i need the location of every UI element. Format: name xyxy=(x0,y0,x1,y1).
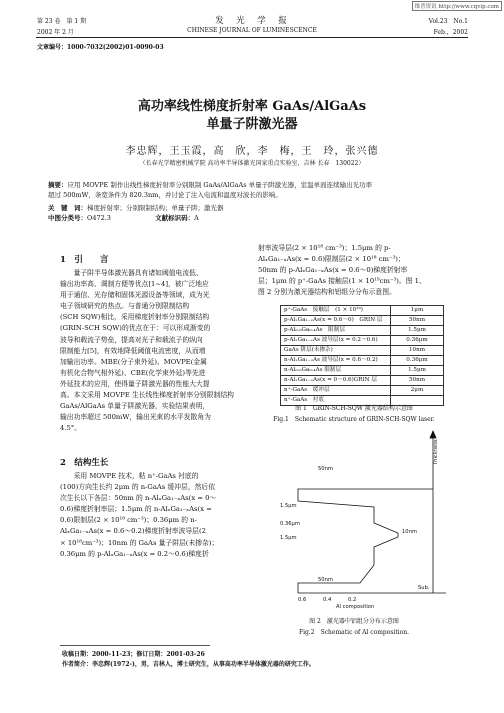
layer-thickness: 50nm xyxy=(391,316,444,326)
body-line: 50nm 的 p-AlₓGa₁₋ₓAs(x = 0.6～0)梯度折射率 xyxy=(258,266,408,275)
layer-row xyxy=(281,336,444,346)
body-line: 加输出功率。MBE(分子束外延)、MOVPE(金属 xyxy=(60,357,207,366)
body-line: 用于通信、光存储和固体光源设备等领域，成为光 xyxy=(60,291,210,300)
layer-thickness: 10nm xyxy=(391,346,444,356)
figure-2-al-composition xyxy=(278,425,458,610)
section-1-title: 1 引 言 xyxy=(60,255,109,265)
layer-row xyxy=(281,376,444,386)
layer-thickness: 1.5μm xyxy=(391,326,444,336)
body-line: 限制能力[5]，有效地降低阈值电流密度，从而增 xyxy=(60,346,206,355)
paper-title-line1: 高功率线性梯度折射率 GaAs/AlGaAs xyxy=(137,99,367,114)
body-line: 输出功率超过 500mW，输出光束的水平发散角为 xyxy=(60,413,211,422)
layer-label: n⁺-GaAs 衬底 xyxy=(281,396,391,406)
header-vol-en: Vol.23 No.1 xyxy=(428,18,468,25)
body-line: 图 2 分别为激光器结构和铝组分分布示意图。 xyxy=(258,288,396,297)
clc-number: O472.3 xyxy=(87,214,111,222)
fig2-xlabel: Al composition xyxy=(336,604,375,610)
figure-2-caption-en: Fig.2 Schematic of Al composition. xyxy=(298,629,410,636)
doc-code-label: 文献标识码： xyxy=(155,214,195,222)
layer-thickness: 1.5μm xyxy=(391,366,444,376)
layer-thickness: 2μm xyxy=(391,386,444,396)
layer-thickness: 1μm xyxy=(391,306,444,316)
layer-row xyxy=(281,356,444,366)
footnote-received: 收稿日期：2000-11-23；修订日期：2001-03-26 xyxy=(62,651,205,658)
header-rule xyxy=(36,37,468,38)
layer-row xyxy=(281,386,444,396)
figure-1-structure xyxy=(280,305,444,406)
fig2-well-label: 10nm xyxy=(402,529,417,535)
footnote-author: 作者简介：李忠辉(1972-)，男，吉林人，博士研究生，从事高功率半导体激光器的研究工作。 xyxy=(62,661,315,668)
layer-label: n-Al₀.₆Ga₀.₄As 限制层 xyxy=(281,366,391,376)
right-column-text xyxy=(258,243,450,298)
figure-1-caption-cn: 图 1 GRIN-SCH-SQW 激光器结构示意图 xyxy=(295,405,413,412)
body-line: 有机化合物气相外延)、CBE(化学束外延)等先进 xyxy=(60,368,206,377)
doc-code: A xyxy=(194,214,199,222)
body-line: GaAs/AlGaAs 单量子阱激光器，实验结果表明， xyxy=(60,402,210,411)
fig2-tick: 0.2 xyxy=(348,597,357,603)
body-line: AlₓGa₁₋ₓAs(x = 0.6)限制层(2 × 10¹⁸ cm⁻³)； xyxy=(258,255,405,264)
abstract-label: 摘要： xyxy=(48,181,68,189)
fig2-bottom-label: 50nm xyxy=(318,577,333,583)
body-line: 采用 MOVPE 技术，粘 n⁺-GaAs 衬底的 xyxy=(60,472,199,480)
body-line: 高。本文采用 MOVPE 生长线性梯度折射率分别限制结构 xyxy=(60,391,234,400)
body-line: 量子阱半导体激光器具有诸如阈值电流低、 xyxy=(60,269,203,277)
body-line: (100)方向生长约 2μm 的 n-GaAs 缓冲层，然后依 xyxy=(60,483,216,492)
fig2-tick: 0.4 xyxy=(323,597,332,603)
figure-2-caption-cn: 图 2 激光器中铝组分分布示意图 xyxy=(309,618,399,625)
abstract-text-2: 超过 500mW，条宽条件为 820.3nm，并讨论了注入电流和温度对波长的影响。 xyxy=(48,191,282,199)
layer-row xyxy=(281,306,444,316)
keywords-label: 关 键 词： xyxy=(48,204,87,212)
layer-label: n-AlₓGa₁₋ₓAs 波导层(x = 0.6～0.2) xyxy=(281,356,391,366)
header-date-en: Feb.，2002 xyxy=(433,29,468,36)
fig2-left-label-1: 1.5μm xyxy=(280,503,297,509)
body-line: 4.5°。 xyxy=(60,424,82,433)
body-line: 波导和载流子势垒，提高对光子和载流子的纵向 xyxy=(60,335,203,344)
layer-label: p-AlₓGa₁₋ₓAs 波导层(x = 0.2～0.6) xyxy=(281,336,391,346)
layer-label: GaAs 阱层(未掺杂) xyxy=(281,346,391,356)
paper-authors: 李忠辉，王玉霞，高 欣，李 梅，王 玲，张兴德 xyxy=(125,146,379,157)
header-date: 2002 年 2 月 xyxy=(37,29,74,36)
body-line: 外延技术的应用，使得量子阱激光器的性能大大提 xyxy=(60,379,210,388)
footnote-rule xyxy=(60,645,210,646)
layer-label: p⁺-GaAs 接触层 (1 × 10¹⁹) xyxy=(281,306,391,316)
body-line: 射率波导层(2 × 10¹⁸ cm⁻³)；1.5μm 的 p- xyxy=(258,244,391,252)
body-line: 0.36μm 的 p-AlₓGa₁₋ₓAs(x = 0.2～0.6)梯度折 xyxy=(60,549,209,558)
body-line: 输出功率高、调制方便等优点[1~4]，被广泛地应 xyxy=(60,280,209,289)
layer-label: n-AlₓGa₁₋ₓAs(x = 0～0.6)GRIN 层 xyxy=(281,376,391,386)
fig2-tick: 0.6 xyxy=(298,597,307,603)
layer-thickness: 0.36μm xyxy=(391,356,444,366)
figure-1-caption-en: Fig.1 Schematic structure of GRIN-SCH-SQW laser. xyxy=(273,416,435,423)
body-line: (SCH SQW)相比，采用梯度折射率分别限制结构 xyxy=(60,313,210,322)
header-journal-cn: 发 光 学 报 xyxy=(215,16,289,26)
body-line: 次生长以下各层：50nm 的 n-AlₓGa₁₋ₓAs(x = 0～ xyxy=(60,494,217,503)
paper-title-line2: 单量子阱激光器 xyxy=(206,117,298,132)
abstract xyxy=(48,180,458,223)
fig2-left-label-3: 1.5μm xyxy=(280,535,297,541)
watermark: 维普资讯 http://www.cqvip.com xyxy=(412,1,502,11)
header-volume: 第 23 卷 第 1 期 xyxy=(37,18,87,25)
fig2-left-label-2: 0.36μm xyxy=(280,521,300,527)
body-line: (GRIN-SCH SQW)的优点在于：可以形成渐变的 xyxy=(60,324,211,333)
body-line: 电子领域研究的热点。与普通分别限制结构 xyxy=(60,302,190,311)
section-1-body xyxy=(60,268,252,434)
body-line: AlₓGa₁₋ₓAs(x = 0.6～0.2)梯度折射率波导层(2 xyxy=(60,527,206,536)
abstract-text-1: 应用 MOVPE 制作出线性梯度折射率分别限制 GaAs/AlGaAs 单量子阱激光器，室温单面连续输出光功率 xyxy=(67,181,373,189)
layer-row xyxy=(281,326,444,336)
fig2-top-label: 50nm xyxy=(318,466,333,472)
header-journal-en: CHINESE JOURNAL OF LUMINESCENCE xyxy=(187,27,317,34)
section-2-title: 2 结构生长 xyxy=(60,458,109,468)
keywords: 梯度折射率；分别限制结构；单量子阱；激光器 xyxy=(87,204,224,212)
layer-row xyxy=(281,346,444,356)
layer-row xyxy=(281,366,444,376)
article-number: 文章编号：1000-7032(2002)01-0090-03 xyxy=(37,44,164,51)
fig2-sub-label: Sub. xyxy=(418,585,430,591)
body-line: × 10¹⁸cm⁻³)；10nm 的 GaAs 量子阱层(未掺杂)； xyxy=(60,538,219,547)
body-line: 层；1μm 的 p⁺-GaAs 接触层(1 × 10¹⁹cm⁻³)。图 1、 xyxy=(258,277,426,286)
body-line: 0.6)梯度折射率层；1.5μm 的 n-AlₓGa₁₋ₓAs(x = xyxy=(60,505,212,514)
section-2-body xyxy=(60,471,252,560)
layer-label: p-AlₓGa₁₋ₓAs(x = 0.6～0) GRIN 层 xyxy=(281,316,391,326)
layer-thickness: 0.36μm xyxy=(391,336,444,346)
body-line: 0.6)限制层(2 × 10¹⁸ cm⁻³)；0.36μm 的 n- xyxy=(60,516,197,525)
layer-thickness: 50nm xyxy=(391,376,444,386)
layer-label: n⁺-GaAs 缓冲层 xyxy=(281,386,391,396)
layer-label: p-Al₀.₆Ga₀.₄As 限制层 xyxy=(281,326,391,336)
thickness-arrow-icon xyxy=(430,431,436,438)
clc-label: 中图分类号： xyxy=(48,214,87,222)
paper-affiliation: （长春光学精密机械学院 高功率半导体激光国家重点实验室，吉林 长春 130022） xyxy=(139,160,365,167)
fig2-thickness-label: Thickness xyxy=(433,439,439,465)
layer-row xyxy=(281,316,444,326)
